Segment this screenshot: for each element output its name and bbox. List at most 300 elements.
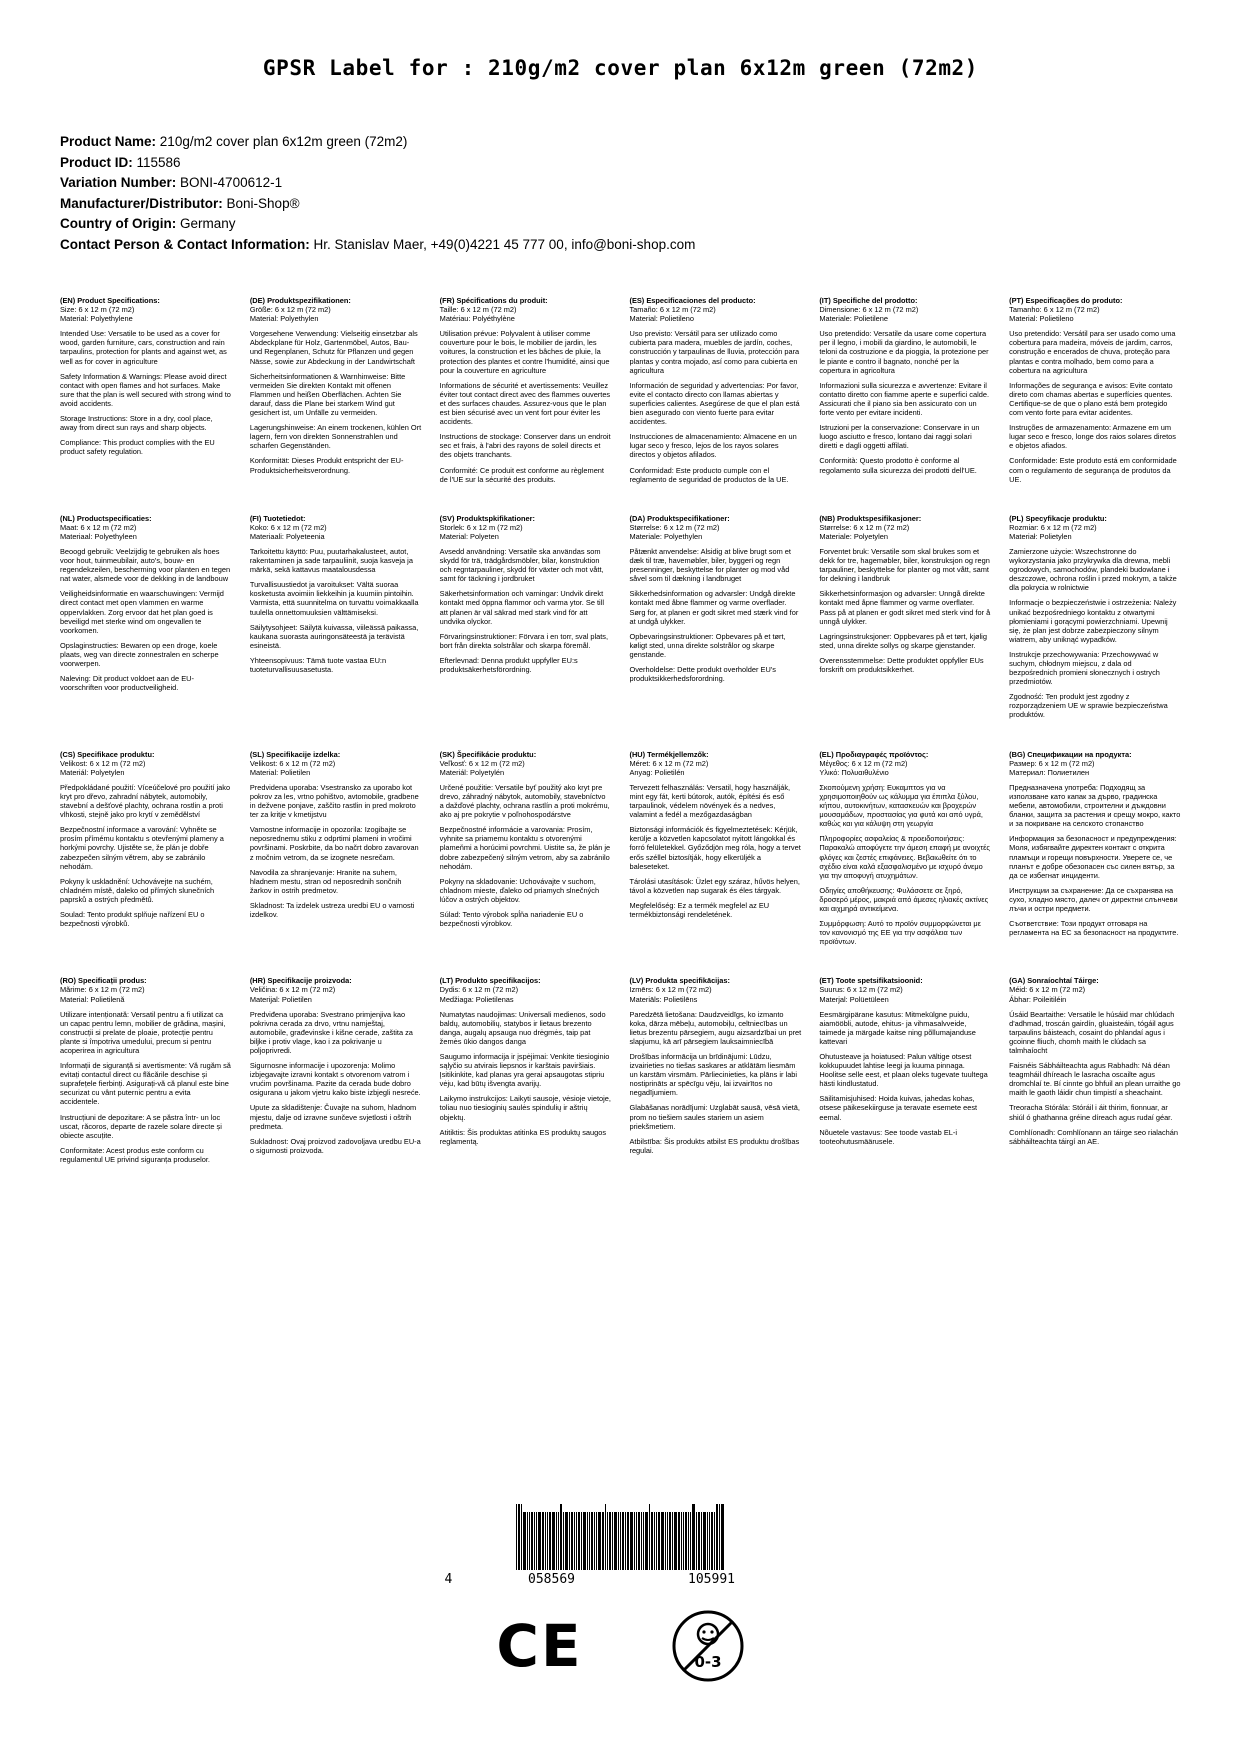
barcode-bar xyxy=(523,1512,526,1570)
spec-heading: (BG) Спецификации на продукта: xyxy=(1009,749,1132,759)
spec-paragraph: Υλικό: Πολυαιθυλένιο xyxy=(819,767,889,777)
barcode-bar xyxy=(609,1512,611,1570)
spec-paragraph: Förvaringsinstruktioner: Förvara i en torr, sval plats, bort från direkta solstrålar och skarpa föremål. xyxy=(439,631,609,650)
barcode-bar xyxy=(576,1512,577,1570)
barcode-bar xyxy=(549,1512,551,1570)
spec-paragraph: Nõuetele vastavus: See toode vastab EL-i tooteohutusmäärusele. xyxy=(819,1127,957,1146)
spec-paragraph: Informations de sécurité et avertissements: Veuillez éviter tout contact direct avec des flammes ouvertes et des surfaces chaudes. Assurez-vous que le plan est bien sécurisé avec un vent fort pour éviter les accidents. xyxy=(439,380,611,427)
spec-paragraph: Izmērs: 6 x 12 m (72 m2) xyxy=(629,985,712,995)
barcode-bar xyxy=(681,1512,682,1570)
spec-paragraph: Materiale: Polyetylen xyxy=(819,531,888,541)
spec-paragraph: Sicherheitsinformationen & Warnhinweise: Bitte vermeiden Sie direkten Kontakt mit offenen Flammen und heißen Oberflächen. Achten Sie darauf, dass die Plane bei starkem Wind gut gesichert ist, um Unfälle zu vermeiden. xyxy=(249,371,406,418)
spec-block xyxy=(1009,976,1181,1194)
barcode xyxy=(0,1490,1241,1570)
spec-paragraph: Συμμόρφωση: Αυτό το προϊόν συμμορφώνεται με τον κανονισμό της ΕΕ για την ασφάλεια των προϊόντων. xyxy=(819,919,981,947)
barcode-digits-middle: 058569 xyxy=(528,1572,575,1587)
spec-paragraph: Velikost: 6 x 12 m (72 m2) xyxy=(60,758,146,768)
barcode-bar xyxy=(547,1512,548,1570)
meta-label: Product ID: xyxy=(60,154,133,170)
spec-heading: (PT) Especificações do produto: xyxy=(1009,296,1123,305)
spec-block xyxy=(250,976,422,1194)
barcode-bar xyxy=(574,1512,575,1570)
spec-paragraph: Zamierzone użycie: Wszechstronne do wykorzystania jako przykrywka dla drewna, mebli ogrodowych, samochodów, plandeki budowlane i deszczowe, ochrona roślin i przed mokrym, a także dla pokrycia w rolnictwie xyxy=(1009,546,1177,593)
spec-paragraph: Uso pretendido: Versátil para ser usado como uma cobertura para madeira, móveis de jardim, carros, construção e encerados de chuva, proteção para plantas e contra molhado, bem como para a cobertura na agricultura xyxy=(1009,329,1176,375)
spec-paragraph: Naleving: Dit product voldoet aan de EU-voorschriften voor productveiligheid. xyxy=(60,674,194,693)
spec-paragraph: Opbevaringsinstruktioner: Opbevares på et tørt, køligt sted, unna direkte solstrålor og skarpe genstande. xyxy=(629,631,786,659)
meta-label: Variation Number: xyxy=(60,175,177,190)
barcode-bar xyxy=(545,1512,546,1570)
barcode-bar xyxy=(602,1512,604,1570)
spec-paragraph: Lagringsinstruksjoner: Oppbevares på et tørt, kjølig sted, unna direkte sollys og skarpe gjenstander. xyxy=(819,631,987,650)
spec-paragraph: Veiligheidsinformatie en waarschuwingen: Vermijd direct contact met open vlammen en warme oppervlakken. Zorg ervoor dat het plan goed is beveiligd met sterke wind om ongevallen te voorkomen. xyxy=(60,589,224,635)
spec-paragraph: Avsedd användning: Versatile ska användas som skydd för trä, trädgårdsmöbler, bilar, konstruktion och regntarpauliner, skydd för växter och mot vått, samt för täckning i jordbruket xyxy=(439,546,604,584)
spec-block xyxy=(629,296,801,514)
barcode-bar xyxy=(721,1504,724,1570)
spec-paragraph: Méid: 6 x 12 m (72 m2) xyxy=(1009,985,1086,995)
spec-paragraph: Súlad: Tento výrobok spĺňa nariadenie EU o bezpečnosti výrobkov. xyxy=(439,909,584,929)
barcode-bar xyxy=(688,1512,689,1570)
spec-paragraph: Инструкции за съхранение: Да се съхранява на сухо, хладно място, далеч от директни слънчеви лъчи и остри предмети. xyxy=(1009,885,1178,913)
spec-paragraph: Koko: 6 x 12 m (72 m2) xyxy=(249,522,327,532)
barcode-bar xyxy=(516,1504,517,1570)
spec-block xyxy=(819,514,991,750)
spec-paragraph: Zgodność: Ten produkt jest zgodny z rozporządzeniem UE w sprawie bezpieczeństwa produktów. xyxy=(1009,692,1168,720)
barcode-bar xyxy=(552,1512,555,1570)
barcode-bar xyxy=(583,1512,586,1570)
barcode-bar xyxy=(692,1504,695,1570)
spec-paragraph: Efterlevnad: Denna produkt uppfyller EU:s produktsäkerhetsförordning. xyxy=(439,655,578,674)
spec-paragraph: Glabāšanas norādījumi: Uzglabāt sausā, vēsā vietā, prom no tiešiem saules stariem un asiem priekšmetiem. xyxy=(629,1103,800,1131)
spec-block xyxy=(60,514,232,750)
barcode-bar xyxy=(591,1512,593,1570)
spec-paragraph: Predvidena uporaba: Vsestransko za uporabo kot pokrov za les, vrtno pohištvo, avtomobile, gradbene in dežvene ponjave, zaščito rastlin in pred mokroto ter za kritje v kmetijstvu xyxy=(249,782,419,820)
spec-paragraph: Rozmiar: 6 x 12 m (72 m2) xyxy=(1009,522,1097,532)
spec-block xyxy=(1009,514,1181,750)
meta-label: Contact Person & Contact Information: xyxy=(60,236,310,252)
barcode-bar xyxy=(558,1512,559,1570)
spec-heading: (SL) Specifikacije izdelka: xyxy=(249,749,341,759)
barcode-bar xyxy=(534,1512,535,1570)
spec-paragraph: Informações de segurança e avisos: Evite contato direto com chamas abertas e superfícies quentes. Certifique-se de que o plano está bem protegido com vento forte para evitar acidentes. xyxy=(1009,380,1173,418)
spec-paragraph: Conformidade: Este produto está em conformidade com o regulamento de segurança de produtos da UE. xyxy=(1009,456,1177,484)
barcode-bar xyxy=(521,1504,522,1570)
spec-paragraph: Opslaginstructies: Bewaren op een droge, koele plaats, weg van directe zonnestralen en scherpe voorwerpen. xyxy=(60,640,219,668)
barcode-bar xyxy=(538,1512,541,1570)
spec-paragraph: Информация за безопасност и предупреждения: Моля, избягвайте директен контакт с открита пламъци и горещи повърхности. Уверете се, че планът е добре обезопасен със силен вятър, за да се избегнат инциденти. xyxy=(1009,834,1177,880)
spec-paragraph: Intended Use: Versatile to be used as a cover for wood, garden furniture, cars, construction and rain tarpaulins, protection for plants and against wet, as well as for cover in agriculture xyxy=(60,329,227,366)
svg-text:0-3: 0-3 xyxy=(694,1653,722,1671)
spec-paragraph: Atbilstība: Šis produkts atbilst ES produktu drošības regulai. xyxy=(629,1136,800,1155)
spec-paragraph: Tárolási utasítások: Üzlet egy száraz, hűvös helyen, távol a közvetlen nap sugarak és éles tárgyak. xyxy=(629,876,800,895)
meta-row xyxy=(60,132,1181,152)
spec-paragraph: Größe: 6 x 12 m (72 m2) xyxy=(249,305,331,315)
barcode-bar xyxy=(618,1512,619,1570)
spec-heading: (SK) Špecifikácie produktu: xyxy=(439,749,537,759)
barcode-bar xyxy=(711,1512,713,1570)
barcode-bar xyxy=(690,1512,691,1570)
spec-paragraph: Sukladnost: Ovaj proizvod zadovoljava uredbu EU-a o sigurnosti proizvoda. xyxy=(249,1136,421,1155)
spec-paragraph: Material: Polietilen xyxy=(249,767,311,777)
ce-mark-icon: CE xyxy=(496,1612,583,1680)
barcode-digits-right: 105991 xyxy=(688,1572,735,1587)
spec-paragraph: Storlek: 6 x 12 m (72 m2) xyxy=(439,522,523,532)
spec-block xyxy=(250,296,422,514)
spec-paragraph: Soulad: Tento produkt splňuje nařízení EU o bezpečnosti výrobků. xyxy=(60,909,205,929)
spec-paragraph: Størrelse: 6 x 12 m (72 m2) xyxy=(629,522,720,532)
spec-paragraph: Yhteensopivuus: Tämä tuote vastaa EU:n tuoteturvallisuusasetusta. xyxy=(249,655,387,674)
spec-paragraph: Материал: Полиетилен xyxy=(1009,767,1090,777)
barcode-bar xyxy=(598,1512,601,1570)
spec-paragraph: Размер: 6 x 12 m (72 m2) xyxy=(1009,758,1095,768)
compliance-marks xyxy=(0,1609,1241,1683)
spec-block xyxy=(1009,296,1181,514)
spec-heading: (HU) Termékjellemzők: xyxy=(629,749,709,759)
spec-heading: (SV) Produktspkifikationer: xyxy=(439,513,535,523)
spec-paragraph: Conformità: Questo prodotto è conforme al regolamento sulla sicurezza dei prodotti dell'UE. xyxy=(819,456,977,475)
spec-paragraph: Předpokládané použití: Víceúčelové pro použití jako kryt pro dřevo, zahradní nábytek, automobily, stavební a dešťové plachty, ochrana rostlin a proti vlhkosti, stejně jako pro krytí v zemědělství xyxy=(60,782,231,820)
barcode-bar xyxy=(667,1512,668,1570)
meta-value: Boni-Shop® xyxy=(226,195,300,211)
spec-paragraph: Ohutusteave ja hoiatused: Palun vältige otsest kokkupuudet lahtise leegi ja kuuma pinnaga. Hoolitse selle eest, et plaan oleks tugevate tuultega hästi kindlustatud. xyxy=(819,1052,988,1089)
spec-heading: (LT) Produkto specifikacijos: xyxy=(439,976,541,986)
spec-heading: (HR) Specifikacije proizvoda: xyxy=(249,976,352,986)
spec-paragraph: Comhlíonadh: Comhlíonann an táirge seo rialachán sábháilteachta táirgí an AE. xyxy=(1009,1127,1179,1146)
barcode-bar xyxy=(531,1512,533,1570)
barcode-bar xyxy=(612,1512,613,1570)
spec-paragraph: Instrucțiuni de depozitare: A se păstra într- un loc uscat, răcoros, departe de razele solare directe și obiecte ascuțite. xyxy=(60,1112,222,1140)
spec-paragraph: Materjal: Polüetüleen xyxy=(819,994,889,1004)
spec-paragraph: Säilitamisjuhised: Hoida kuivas, jahedas kohas, otsese päikesekiirguse ja teravate esemete eest eemal. xyxy=(819,1094,978,1122)
spec-block xyxy=(250,514,422,750)
spec-paragraph: Anyag: Polietilén xyxy=(629,767,685,777)
barcode-bar xyxy=(625,1512,626,1570)
spec-paragraph: Tarkoitettu käyttö: Puu, puutarhakalusteet, autot, rakentaminen ja sade tarpauliinit, suoja kasveja ja märkä, sekä kattavus maatalousdessa xyxy=(249,546,413,575)
spec-heading: (NL) Productspecificaties: xyxy=(60,513,152,523)
barcode-bar xyxy=(527,1512,528,1570)
spec-paragraph: Utilizare intenționată: Versatil pentru a fi utilizat ca un capac pentru lemn, mobilier de grădina, mașini, construcții si prelate de ploaie, protecție pentru plante si împotriva umedului, precum si pentru acoperirea in agricultura xyxy=(60,1009,226,1055)
spec-paragraph: Úsáid Beartaithe: Versatile le húsáid mar chlúdach d'adhmad, troscán gairdín, gluaisteáin, tógáil agus tarpaulins báisteach, cosaint do phlandaí agus i gcoinne fliuch, chomh maith le clúdach sa talmhaíocht xyxy=(1009,1009,1175,1055)
spec-paragraph: Veľkosť: 6 x 12 m (72 m2) xyxy=(439,758,525,768)
spec-paragraph: Instruções de armazenamento: Armazene em um lugar seco e fresco, longe dos raios solares diretos e objetos afiados. xyxy=(1009,423,1176,451)
spec-paragraph: Μέγεθος: 6 x 12 m (72 m2) xyxy=(819,758,908,768)
spec-paragraph: Predviđena uporaba: Svestrano primjenjiva kao pokrivna cerada za drvo, vrtnu namještaj, automobile, građevinske i kišne cerade, zaštita za biljke i protiv vlage, kao i za pokrivanje u poljoprivredi. xyxy=(249,1009,413,1055)
barcode-bar xyxy=(638,1512,640,1570)
barcode-bar xyxy=(627,1512,629,1570)
spec-paragraph: Påtænkt anvendelse: Alsidig at blive brugt som et dæk til træ, havemøbler, biler, byggeri og regn presenninger, beskyttelse for planter og mod våd såvel som til dækning i landbruget xyxy=(629,546,791,584)
spec-paragraph: Treoracha Stórála: Stóráil i áit thirim, fionnuar, ar shiúl ó ghathanna gréine díreach agus rudaí géar. xyxy=(1009,1103,1173,1122)
spec-heading: (DE) Produktspezifikationen: xyxy=(249,296,351,305)
age-warning-0-3-icon xyxy=(671,1609,745,1683)
spec-paragraph: Safety Information & Warnings: Please avoid direct contact with open flames and hot surfaces. Make sure that the plan is well secured with strong wind to avoid accidents. xyxy=(60,371,231,408)
spec-paragraph: Taille: 6 x 12 m (72 m2) xyxy=(439,305,517,315)
spec-paragraph: Съответствие: Този продукт отговаря на регламента на ЕС за безопасност на продуктите. xyxy=(1009,919,1179,938)
meta-value: 115586 xyxy=(136,154,181,170)
barcode-bar xyxy=(578,1512,580,1570)
spec-paragraph: Säilytysohjeet: Säilytä kuivassa, viileässä paikassa, kaukana suorasta auringonsäteestä ja terävistä esineistä. xyxy=(249,622,419,650)
spec-block xyxy=(440,296,612,514)
spec-paragraph: Informacje o bezpieczeństwie i ostrzeżenia: Należy unikać bezpośredniego kontaktu z otwartymi płomieniami i gorącymi powierzchniami. Upewnij się, że plan jest dobrze zabezpieczony silnym wiatrem, aby uniknąć wypadków. xyxy=(1009,598,1177,644)
meta-value: Germany xyxy=(180,216,236,231)
barcode-bar xyxy=(641,1512,642,1570)
spec-heading: (EN) Product Specifications: xyxy=(60,296,160,305)
spec-paragraph: Sigurnosne informacije i upozorenja: Molimo izbjegavajte izravni kontakt s otvorenom vatrom i vrućim površinama. Pazite da cerada bude dobro osigurana u jakom vjetru kako biste izbjegli nesreće. xyxy=(249,1061,421,1098)
spec-heading: (CS) Specifikace produktu: xyxy=(60,749,155,759)
spec-heading: (FI) Tuotetiedot: xyxy=(249,513,306,523)
barcode-bar xyxy=(674,1512,677,1570)
barcode-bar xyxy=(643,1512,644,1570)
spec-paragraph: Conformitate: Acest produs este conform cu regulamentul UE privind siguranța produselor. xyxy=(60,1145,210,1164)
spec-paragraph: Instrucciones de almacenamiento: Almacene en un lugar seco y fresco, lejos de los rayos solares directos y objetos afilados. xyxy=(629,432,797,460)
barcode-bar xyxy=(529,1512,530,1570)
spec-paragraph: Material: Polyethylene xyxy=(60,314,133,324)
barcode-bar xyxy=(589,1512,590,1570)
spec-paragraph: Materiál: Polyetylen xyxy=(60,767,125,777)
spec-block xyxy=(819,750,991,977)
spec-paragraph: Πληροφορίες ασφαλείας & προειδοποιήσεις: Παρακαλώ αποφύγετε την άμεση επαφή με ανοιχτές φλόγες και ζεστές επιφάνειες. Βεβαιωθείτε ότι το σχέδιο είναι καλά εξασφαλισμένο με ισχυρό άνεμο για την αποφυγή ατυχημάτων. xyxy=(819,834,990,880)
barcode-bar xyxy=(678,1512,680,1570)
spec-paragraph: Pokyny k uskladnění: Uchovávejte na suchém, chladném místě, daleko od přímých slunečních paprsků a ostrých předmětů. xyxy=(60,876,215,904)
page-title: GPSR Label for : 210g/m2 cover plan 6x12m green (72m2) xyxy=(262,56,979,80)
meta-row xyxy=(60,194,1181,214)
barcode-bar xyxy=(587,1512,588,1570)
barcode-bar xyxy=(685,1512,687,1570)
spec-heading: (ES) Especificaciones del producto: xyxy=(629,296,756,305)
barcode-bar xyxy=(563,1512,564,1570)
spec-paragraph: Beoogd gebruik: Veelzijdig te gebruiken als hoes voor hout, tuinmeubilair, auto's, bouw- en regendekzeilen, bescherming voor planten en tegen nat water, alsmede voor de dekking in de landbouw xyxy=(60,546,231,584)
spec-paragraph: Bezpečnostní informace a varování: Vyhněte se prosím přímému kontaktu s otevřenými plameny a horkými povrchy. Ujistěte se, že plán je dobře zabezpečen silným větrem, aby se zabránilo nehodám. xyxy=(60,825,224,871)
barcode-bar xyxy=(672,1512,673,1570)
spec-paragraph: Bezpečnostné informácie a varovania: Prosím, vyhnite sa priamemu kontaktu s otvorenými plameňmi a horúcimi povrchmi. Uistite sa, že plán je dobre zabezpečený silným vetrom, aby sa zabránilo nehodám. xyxy=(439,825,611,871)
spec-paragraph: Numatytas naudojimas: Universali medienos, sodo baldų, automobilių, statybos ir lietaus brezento danga, augalų apsauga nuo drėgmės, taip pat žemės ūkio dangos danga xyxy=(439,1009,606,1046)
spec-paragraph: Materiaali: Polyeteenia xyxy=(249,531,325,541)
spec-paragraph: Veličina: 6 x 12 m (72 m2) xyxy=(249,985,336,995)
spec-paragraph: Vorgesehene Verwendung: Vielseitig einsetzbar als Abdeckplane für Holz, Gartenmöbel, Autos, Bau- und Regenplanen, Schutz für Pflanzen und gegen Nässe, sowie zur Abdeckung in der Landwirtschaft xyxy=(249,329,418,366)
meta-row xyxy=(60,235,1181,255)
spec-paragraph: Materiál: Polyetylén xyxy=(439,767,505,777)
spec-paragraph: Material: Polietileno xyxy=(1009,314,1074,324)
spec-paragraph: Laikymo instrukcijos: Laikyti sausoje, vėsioje vietoje, toliau nuo tiesioginių saulės spindulių ir aštrių objektų. xyxy=(439,1094,611,1122)
spec-paragraph: Materiāls: Polietilēns xyxy=(629,994,698,1004)
spec-paragraph: Faisnéis Sábháilteachta agus Rabhadh: Ná déan teagmháil dhíreach le lasracha oscailte agus dromchlaí te. Bí cinnte go bhfuil an plean urraithe go maith le gaoth láidir chun timpistí a sheachaint. xyxy=(1009,1061,1181,1098)
spec-heading: (RO) Specificații produs: xyxy=(60,976,147,986)
barcode-bar xyxy=(656,1512,657,1570)
barcode-bar xyxy=(645,1512,648,1570)
spec-paragraph: Suurus: 6 x 12 m (72 m2) xyxy=(819,985,903,995)
barcode-bar xyxy=(556,1512,557,1570)
spec-block xyxy=(629,514,801,750)
barcode-bar xyxy=(703,1512,706,1570)
barcode-bar xyxy=(698,1512,700,1570)
spec-paragraph: Utilisation prévue: Polyvalent à utiliser comme couverture pour le bois, le mobilier de jardin, les voitures, la construction et les bâches de pluie, la protection des plantes et contre l'humidité, ainsi que pour la couverture en agriculture xyxy=(439,329,610,375)
barcode-bar xyxy=(607,1512,608,1570)
barcode-bar xyxy=(622,1512,624,1570)
meta-row xyxy=(60,173,1181,193)
barcode-digit-left: 4 xyxy=(444,1572,453,1587)
spec-paragraph: Instrukcje przechowywania: Przechowywać w suchym, chłodnym miejscu, z dala od bezpośrednich promieni słonecznych i ostrych przedmiotów. xyxy=(1009,649,1160,687)
spec-heading: (DA) Produktspecifikationer: xyxy=(629,513,730,523)
barcode-bar xyxy=(605,1504,606,1570)
spec-paragraph: Navodila za shranjevanje: Hranite na suhem, hladnem mestu, stran od neposrednih sončnih žarkov in ostrih predmetov. xyxy=(249,867,402,895)
barcode-bar xyxy=(569,1512,570,1570)
spec-paragraph: Conformité: Ce produit est conforme au règlement de l'UE sur la sécurité des produits. xyxy=(439,465,604,484)
specifications-grid xyxy=(60,296,1181,1194)
barcode-bar xyxy=(651,1512,653,1570)
meta-row xyxy=(60,153,1181,173)
spec-paragraph: Instructions de stockage: Conserver dans un endroit sec et frais, à l'abri des rayons de soleil directs et des objets tranchants. xyxy=(439,432,611,460)
spec-paragraph: Informații de siguranță si avertismente: Vă rugăm să evitați contactul direct cu flăcările deschise și suprafețele fierbinți. Asigurați-vă că planul este bine securizat cu vânt puternic pentru a evita accidentele. xyxy=(60,1061,231,1107)
spec-paragraph: Istruzioni per la conservazione: Conservare in un luogo asciutto e fresco, lontano dai raggi solari diretti e dagli oggetti affilati. xyxy=(819,423,980,451)
spec-heading: (ET) Toote spetsifikatsioonid: xyxy=(819,976,923,986)
spec-paragraph: Megfelelőség: Ez a termék megfelel az EU termékbiztonsági rendeletének. xyxy=(629,900,770,919)
meta-label: Manufacturer/Distributor: xyxy=(60,195,223,211)
spec-paragraph: Materiał: Polietylen xyxy=(1009,531,1072,541)
spec-heading: (PL) Specyfikacje produktu: xyxy=(1009,513,1107,523)
spec-heading: (FR) Spécifications du produit: xyxy=(439,296,548,305)
spec-block xyxy=(819,976,991,1194)
spec-paragraph: Size: 6 x 12 m (72 m2) xyxy=(60,305,135,315)
spec-paragraph: Eesmärgipärane kasutus: Mitmekülgne puidu, aiamööbli, autode, ehitus- ja vihmasalvveide, taimede ja märgade kaitse ning põllumajanduse kattevari xyxy=(819,1009,976,1046)
spec-paragraph: Предназначена употреба: Подходящ за използване като капак за дърво, градинска мебели, автомобили, строителни и дъждовни бланки, защита за растения и срещу мокро, както и за покриване на селското стопанство xyxy=(1009,782,1181,829)
barcode-bar xyxy=(701,1512,702,1570)
barcode-bar xyxy=(614,1512,617,1570)
spec-paragraph: Mărime: 6 x 12 m (72 m2) xyxy=(60,985,145,995)
spec-paragraph: Turvallisuustiedot ja varoitukset: Vältä suoraa kosketusta avoimiin liekkeihin ja kuumiin pintoihin. Varmista, että suunnitelma on turvattu voimakkaalla tuulella onnettomuuksien välttämiseksi. xyxy=(249,580,419,617)
spec-paragraph: Informazioni sulla sicurezza e avvertenze: Evitare il contatto diretto con fiamme aperte e superfici calde. Assicurati che il piano sia ben assicurato con un forte vento per evitare incidenti. xyxy=(819,380,989,418)
spec-paragraph: Sikkerhedsinformation og advarsler: Undgå direkte kontakt med åbne flammer og varme overflader. Sørg for, at planen er godt sikret med stærk vind for at undgå ulykker. xyxy=(629,589,799,626)
spec-block xyxy=(1009,750,1181,977)
barcode-bar xyxy=(518,1504,520,1570)
barcode-bar xyxy=(665,1512,666,1570)
spec-paragraph: Biztonsági információk és figyelmeztetések: Kérjük, kerülje a közvetlen kapcsolatot nyitott lángokkal és forró felületekkel. Győződjön meg róla, hogy a tervet erős széllel biztosítják, hogy elkerüljék a baleseteket. xyxy=(629,825,801,871)
spec-paragraph: Uso previsto: Versátil para ser utilizado como cubierta para madera, muebles de jardín, coches, construcción y tarpaulinas de lluvia, protección para plantas y contra mojado, así como para cubierta en agricultura xyxy=(629,329,800,375)
spec-paragraph: Material: Polietilenă xyxy=(60,994,125,1004)
meta-label: Product Name: xyxy=(60,134,157,149)
barcode-bar xyxy=(649,1504,650,1570)
spec-paragraph: Paredzētā lietošana: Daudzveidīgs, ko izmanto koka, dārza mēbeļu, automobiļu, celtniecības un lietus brezentu pārsegiem, augu aizsardzībai un pret slapjumu, kā arī pārsegiem lauksaimniecībā xyxy=(629,1009,802,1046)
spec-paragraph: Material: Polyethylen xyxy=(249,314,319,324)
meta-value: 210g/m2 cover plan 6x12m green (72m2) xyxy=(159,134,408,149)
barcode-bar xyxy=(596,1512,597,1570)
spec-heading: (LV) Produkta specifikācijas: xyxy=(629,976,730,986)
meta-row xyxy=(60,214,1181,234)
spec-paragraph: Σκοπούμενη χρήση: Ευκαμπτοs για να χρησιμοποιηθούν ως κάλυμμα για έπιπλα ξύλου, κήπου, αυτοκινήτων, κατασκευών και βροχερών μουσαμάδων, προστασίας για φυτά και από υγρά, καθώς και για κάλυψη στη γεωργία xyxy=(819,782,983,829)
barcode-bars xyxy=(516,1504,725,1570)
spec-paragraph: Sikkerhetsinformasjon og advarsler: Unngå direkte kontakt med åpne flammer og varme overflater. Pass på at planen er godt sikret med sterk vind for å unngå ulykker. xyxy=(819,589,991,626)
barcode-bar xyxy=(683,1512,684,1570)
spec-paragraph: Material: Polietileno xyxy=(629,314,694,324)
spec-paragraph: Matériau: Polyéthylène xyxy=(439,314,515,324)
spec-paragraph: Ábhar: Poileitiléin xyxy=(1009,994,1067,1004)
barcode-bar xyxy=(716,1504,718,1570)
spec-paragraph: Dydis: 6 x 12 m (72 m2) xyxy=(439,985,519,995)
spec-paragraph: Material: Polyeten xyxy=(439,531,499,541)
footer-marks xyxy=(0,1490,1241,1730)
spec-paragraph: Velikost: 6 x 12 m (72 m2) xyxy=(249,758,336,768)
meta-value: Hr. Stanislav Maer, +49(0)4221 45 777 00, info@boni-shop.com xyxy=(313,236,696,252)
barcode-bar xyxy=(560,1504,562,1570)
spec-paragraph: Lagerungshinweise: An einem trockenen, kühlen Ort lagern, fern von direkten Sonnenstrahlen und scharfen Gegenständen. xyxy=(249,423,422,451)
spec-paragraph: Säkerhetsinformation och varningar: Undvik direkt kontakt med öppna flammor och varma ytor. Se till att planen är väl säkrad med stark vind för att undvika olyckor. xyxy=(439,589,604,626)
spec-paragraph: Atitiktis: Šis produktas atitinka ES produktų saugos reglamentą. xyxy=(439,1127,607,1146)
spec-block xyxy=(60,750,232,977)
spec-paragraph: Materiale: Polyethylen xyxy=(629,531,703,541)
spec-paragraph: Méret: 6 x 12 m (72 m2) xyxy=(629,758,709,768)
barcode-bar xyxy=(571,1512,573,1570)
spec-block xyxy=(819,296,991,514)
spec-paragraph: Información de seguridad y advertencias: Por favor, evite el contacto directo con llamas abiertas y superficies calientes. Asegúrese de que el plan está bien asegurado con viento fuerte para evitar accidentes. xyxy=(629,380,800,427)
barcode-bar xyxy=(634,1512,635,1570)
barcode-bar xyxy=(661,1512,664,1570)
spec-paragraph: Conformidad: Este producto cumple con el reglamento de seguridad de productos de la UE. xyxy=(629,465,789,484)
barcode-bar xyxy=(542,1512,544,1570)
product-meta xyxy=(60,132,1181,254)
spec-block xyxy=(440,976,612,1194)
spec-paragraph: Compliance: This product complies with the EU product safety regulation. xyxy=(60,438,215,457)
barcode-bar xyxy=(719,1504,720,1570)
barcode-bar xyxy=(581,1512,582,1570)
barcode-bar xyxy=(536,1512,537,1570)
barcode-bar xyxy=(714,1512,715,1570)
spec-paragraph: Upute za skladištenje: Čuvajte na suhom, hladnom mjestu, dalje od izravne sunčeve svjetlosti i oštrih predmeta. xyxy=(249,1103,417,1131)
meta-value: BONI-4700612-1 xyxy=(180,175,283,190)
spec-heading: (EL) Προδιαγραφές προϊόντος: xyxy=(819,749,929,759)
spec-paragraph: Tamanho: 6 x 12 m (72 m2) xyxy=(1009,305,1100,315)
spec-paragraph: Varnostne informacije in opozorila: Izogibajte se neposrednemu stiku z odprtimi plameni in vročimi površinami. Poskrbite, da bo načrt dobro zavarovan z močnim vetrom, da se izognete nesrečam. xyxy=(249,825,419,862)
barcode-bar xyxy=(709,1512,710,1570)
spec-block xyxy=(250,750,422,977)
spec-heading: (IT) Specifiche del prodotto: xyxy=(819,296,918,305)
barcode-bar xyxy=(658,1512,660,1570)
spec-paragraph: Tervezett felhasználás: Versatil, hogy használják, mint egy fát, kerti bútorok, autók, építési és eső tarpaulinok, védelem növények és a nedves, valamint a fedél a mezőgazdaságban xyxy=(629,782,791,820)
spec-paragraph: Pokyny na skladovanie: Uchovávajte v suchom, chladnom mieste, ďaleko od priamych slnečných lúčov a ostrých objektov. xyxy=(439,876,600,904)
spec-heading: (GA) Sonraíochtaí Táirge: xyxy=(1009,976,1099,986)
spec-paragraph: Οδηγίες αποθήκευσης: Φυλάσσετε σε ξηρό, δροσερό μέρος, μακριά από άμεσες ηλιακές ακτίνες και αιχμηρά αντικείμενα. xyxy=(819,885,989,913)
spec-paragraph: Forventet bruk: Versatile som skal brukes som et dekk for tre, hagemøbler, biler, konstruksjon og regn tarpauliner, beskyttelse for planter og mot vått, samt for dekning i landbruk xyxy=(819,546,990,584)
spec-paragraph: Overholdelse: Dette produkt overholder EU's produktsikkerhedsforordning. xyxy=(629,665,776,684)
barcode-bar xyxy=(707,1512,708,1570)
barcode-bar xyxy=(630,1512,633,1570)
spec-block xyxy=(440,514,612,750)
barcode-bar xyxy=(669,1512,671,1570)
spec-paragraph: Tamaño: 6 x 12 m (72 m2) xyxy=(629,305,716,315)
barcode-digits xyxy=(0,1572,1241,1587)
spec-block xyxy=(440,750,612,977)
spec-block xyxy=(60,296,232,514)
barcode-bar xyxy=(594,1512,595,1570)
spec-block xyxy=(60,976,232,1194)
spec-paragraph: Materiaal: Polyethyleen xyxy=(60,531,137,541)
spec-paragraph: Skladnost: Ta izdelek ustreza uredbi EU o varnosti izdelkov. xyxy=(249,900,415,919)
meta-label: Country of Origin: xyxy=(60,216,177,231)
spec-paragraph: Materijal: Polietilen xyxy=(249,994,312,1004)
barcode-bar xyxy=(654,1512,655,1570)
barcode-bar xyxy=(696,1512,697,1570)
spec-paragraph: Overensstemmelse: Dette produktet oppfyller EUs forskrift om produktsikkerhet. xyxy=(819,655,984,674)
spec-paragraph: Maat: 6 x 12 m (72 m2) xyxy=(60,522,137,532)
spec-paragraph: Saugumo informacija ir įspėjimai: Venkite tiesioginio sąlyčio su atvirais liepsnos ir karštais paviršiais. Įsitikinkite, kad planas yra gerai apsaugotas stipriu vėju, kad būtų išvengta avarijų. xyxy=(439,1052,610,1089)
spec-paragraph: Drošības informācija un brīdinājumi: Lūdzu, izvairieties no tiešas saskares ar atklātām liesmām un karstām virsmām. Pārliecinieties, ka plāns ir labi nostiprināts ar spēcīgu vēju, lai izvairītos no negadījumiem. xyxy=(629,1052,798,1098)
barcode-bar xyxy=(565,1512,568,1570)
spec-paragraph: Konformität: Dieses Produkt entspricht der EU-Produktsicherheitsverordnung. xyxy=(249,456,404,475)
spec-block xyxy=(629,976,801,1194)
spec-paragraph: Størrelse: 6 x 12 m (72 m2) xyxy=(819,522,910,532)
spec-heading: (NB) Produktspesifikasjoner: xyxy=(819,513,922,523)
spec-paragraph: Dimensione: 6 x 12 m (72 m2) xyxy=(819,305,919,315)
barcode-bar xyxy=(620,1512,621,1570)
spec-paragraph: Medžiaga: Polietilenas xyxy=(439,994,514,1004)
spec-paragraph: Materiale: Polietilene xyxy=(819,314,888,324)
spec-block xyxy=(629,750,801,977)
